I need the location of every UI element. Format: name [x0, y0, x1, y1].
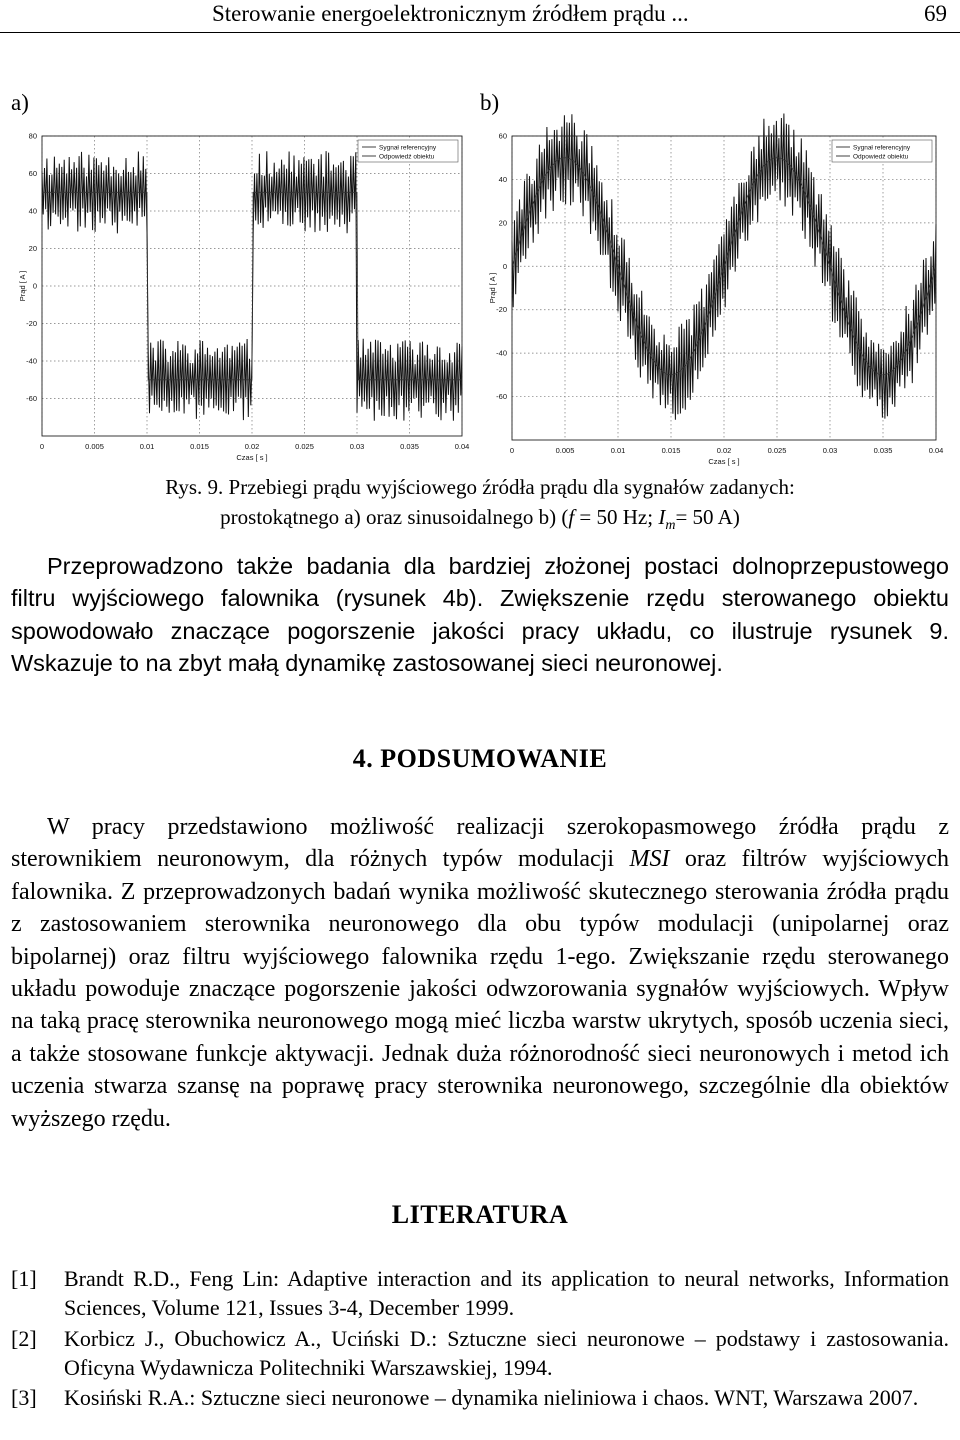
- reference-text: Brandt R.D., Feng Lin: Adaptive interaction and its application to neural networks, Information Sciences, Volume 121, Issues 3-4, December 1999.: [64, 1266, 949, 1320]
- paragraph-1: Przeprowadzono także badania dla bardziej złożonej postaci dolnoprzepustowego filtru wyjściowego falownika (rysunek 4b). Zwiększenie rzędu sterowanego obiektu spowodowało znaczące pogorszenie jakości pracy układu, co ilustruje rysunek 9. Wskazuje to na zbyt małą dynamikę zastosowanej sieci neuronowej.: [11, 553, 949, 677]
- caption-line-2: [0, 502, 960, 541]
- y-tick-label: -40: [496, 348, 507, 358]
- y-tick-label: 40: [498, 174, 507, 184]
- y-tick-label: 0: [32, 281, 37, 291]
- paragraph-2-text: oraz filtrów wyjściowych falownika. Z przeprowadzonych badań wynika możliwość skutecznego sterowania źródła prądu z zastosowaniem sterownika neuronowego dla obu typów modulacji (unipolarnej oraz bipolarnej) oraz filtru wyjściowego falownika rzędu 1-ego. Zwiększanie rzędu sterowanego układu powoduje znaczące pogorszenie jakości odwzorowania sygnałów wyjściowych. Wpływ na taką pracę sterownika neuronowego mogą mieć liczba warstw ukrytych, sposób uczenia sieci, a także stosowane funkcje aktywacji. Jednak duża różnorodność sieci neuronowych i metod ich uczenia stwarza szansę na poprawę pracy sterownika neuronowego, szczególnie dla obiektów wyższego rzędu.: [11, 846, 949, 1132]
- x-tick-label: 0.035: [400, 442, 419, 451]
- x-tick-label: 0.005: [555, 446, 575, 455]
- page-number: 69: [924, 1, 947, 26]
- x-tick-label: 0.04: [454, 442, 470, 451]
- legend-entry: Sygnał referencyjny: [853, 144, 911, 152]
- reference-number: [1]: [11, 1266, 37, 1291]
- x-tick-label: 0.02: [244, 442, 260, 451]
- y-tick-label: 20: [498, 218, 507, 228]
- x-tick-label: 0.04: [928, 446, 944, 455]
- y-tick-label: -60: [26, 394, 37, 403]
- caption-i-subscript: m: [665, 518, 676, 534]
- x-tick-label: 0.015: [661, 446, 681, 455]
- y-axis-label: Prąd [ A ]: [18, 270, 27, 302]
- x-tick-label: 0.025: [767, 446, 787, 455]
- y-tick-label: 0: [502, 261, 507, 271]
- figure-a: [20, 128, 470, 460]
- x-tick-label: 0.01: [610, 446, 626, 455]
- reference-text: Korbicz J., Obuchowicz A., Uciński D.: Sztuczne sieci neuronowe – podstawy i zastosowania. Oficyna Wydawnicza Politechniki Warszawskiej, 1994.: [64, 1326, 949, 1380]
- figure-b: [488, 128, 944, 466]
- y-tick-label: -20: [26, 319, 37, 328]
- running-header-title: Sterowanie energoelektronicznym źródłem prądu ...: [212, 1, 689, 26]
- figure-a-label: a): [11, 90, 29, 115]
- reference-item: [11, 1265, 949, 1322]
- paragraph-2-italic: MSI: [629, 846, 670, 873]
- x-tick-label: 0: [39, 442, 45, 451]
- reference-item: [11, 1384, 949, 1413]
- x-tick-label: 0.015: [190, 442, 209, 451]
- x-axis-label: Czas [ s ]: [236, 453, 268, 462]
- legend-entry: Odpowiedź obiektu: [379, 153, 435, 161]
- legend-entry: Odpowiedź obiektu: [853, 153, 909, 161]
- reference-number: [2]: [11, 1326, 37, 1351]
- y-tick-label: -60: [496, 392, 507, 402]
- running-header: [0, 0, 960, 33]
- y-tick-label: -40: [26, 356, 37, 366]
- y-tick-label: 80: [28, 131, 37, 141]
- section-title: PODSUMOWANIE: [380, 744, 608, 773]
- y-axis-label: Prąd [ A ]: [488, 272, 497, 304]
- reference-item: [11, 1325, 949, 1382]
- x-tick-label: 0.03: [822, 446, 838, 455]
- x-tick-label: 0.03: [349, 442, 365, 451]
- x-tick-label: 0.02: [716, 446, 732, 455]
- section-number: 4.: [352, 744, 374, 773]
- reference-text: Kosiński R.A.: Sztuczne sieci neuronowe – dynamika nieliniowa i chaos. WNT, Warszawa 2007.: [64, 1385, 919, 1410]
- caption-text: prostokątnego a) oraz sinusoidalnego b) (: [220, 505, 569, 529]
- y-tick-label: 20: [28, 244, 37, 253]
- x-axis-label: Czas [ s ]: [708, 457, 740, 466]
- x-tick-label: 0.025: [295, 442, 314, 451]
- paragraph-2: [11, 811, 949, 1135]
- x-tick-label: 0.005: [85, 442, 104, 451]
- caption-f-symbol: f: [568, 505, 575, 529]
- caption-line-1: Rys. 9. Przebiegi prądu wyjściowego źródła prądu dla sygnałów zadanych:: [165, 475, 795, 499]
- y-tick-label: 40: [28, 206, 37, 216]
- x-tick-label: 0.01: [139, 442, 155, 451]
- caption-i-symbol: I: [658, 505, 666, 529]
- y-tick-label: 60: [28, 169, 37, 178]
- chart-b: [488, 128, 944, 466]
- figure-caption: [0, 472, 960, 541]
- figure-b-label: b): [480, 90, 500, 115]
- chart-a: [20, 128, 470, 460]
- caption-text: = 50 Hz;: [574, 505, 659, 529]
- paragraph-2-text: W pracy przedstawiono możliwość realizacji szerokopasmowego źródła prądu z sterownikiem neuronowym, dla różnych typów modulacji: [11, 814, 949, 873]
- literature-heading: LITERATURA: [391, 1200, 569, 1229]
- reference-number: [3]: [11, 1385, 37, 1410]
- y-tick-label: 60: [498, 131, 507, 141]
- x-tick-label: 0.035: [873, 446, 893, 455]
- y-tick-label: -20: [496, 305, 507, 315]
- x-tick-label: 0: [509, 446, 515, 455]
- caption-text: = 50 A): [675, 505, 740, 529]
- legend-entry: Sygnał referencyjny: [379, 144, 437, 152]
- section-heading: [0, 744, 960, 774]
